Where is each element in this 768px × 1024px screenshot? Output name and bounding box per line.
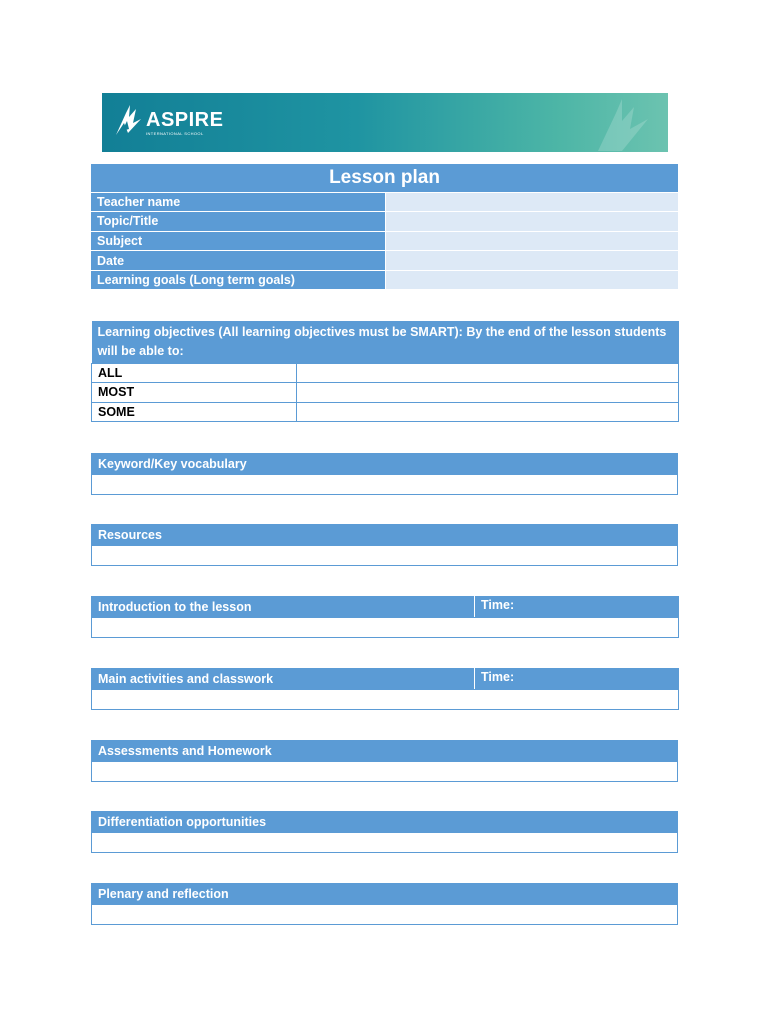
assessments-section [91,740,678,782]
school-banner [102,93,668,152]
school-logo [114,103,223,143]
introduction-header: Introduction to the lesson [92,597,475,618]
objective-most-label: MOST [92,383,297,403]
plenary-field[interactable] [92,905,678,925]
lesson-info-table [91,164,678,290]
objective-all-field[interactable] [297,363,679,383]
date-field[interactable] [385,251,678,271]
main-activities-header: Main activities and classwork [92,669,475,690]
assessments-header: Assessments and Homework [92,741,678,762]
keyword-field[interactable] [92,475,678,495]
objective-all-label: ALL [92,363,297,383]
flame-watermark-icon [592,99,656,151]
learning-objectives-table [91,321,679,422]
main-activities-section [91,668,679,710]
topic-title-label: Topic/Title [91,212,385,232]
plenary-section [91,883,678,925]
main-activities-time-label: Time: [475,669,679,690]
subject-label: Subject [91,231,385,251]
teacher-name-field[interactable] [385,192,678,212]
introduction-time-label: Time: [475,597,679,618]
differentiation-section [91,811,678,853]
logo-title: ASPIRE [146,109,224,131]
objective-some-label: SOME [92,402,297,422]
page-title: Lesson plan [91,164,678,192]
topic-title-field[interactable] [385,212,678,232]
differentiation-header: Differentiation opportunities [92,812,678,833]
plenary-header: Plenary and reflection [92,884,678,905]
differentiation-field[interactable] [92,833,678,853]
main-activities-field[interactable] [92,690,679,710]
date-label: Date [91,251,385,271]
teacher-name-label: Teacher name [91,192,385,212]
introduction-field[interactable] [92,618,679,638]
introduction-section [91,596,679,638]
learning-goals-label: Learning goals (Long term goals) [91,270,385,290]
objective-some-field[interactable] [297,402,679,422]
keyword-header: Keyword/Key vocabulary [92,454,678,475]
objective-most-field[interactable] [297,383,679,403]
learning-objectives-header: Learning objectives (All learning objectives must be SMART): By the end of the lesson students will be able to: [92,321,679,363]
resources-section [91,524,678,566]
subject-field[interactable] [385,231,678,251]
resources-field[interactable] [92,546,678,566]
learning-goals-field[interactable] [385,270,678,290]
aspire-flame-icon [114,103,144,137]
logo-subtitle: INTERNATIONAL SCHOOL [146,131,204,136]
keyword-section [91,453,678,495]
assessments-field[interactable] [92,762,678,782]
resources-header: Resources [92,525,678,546]
